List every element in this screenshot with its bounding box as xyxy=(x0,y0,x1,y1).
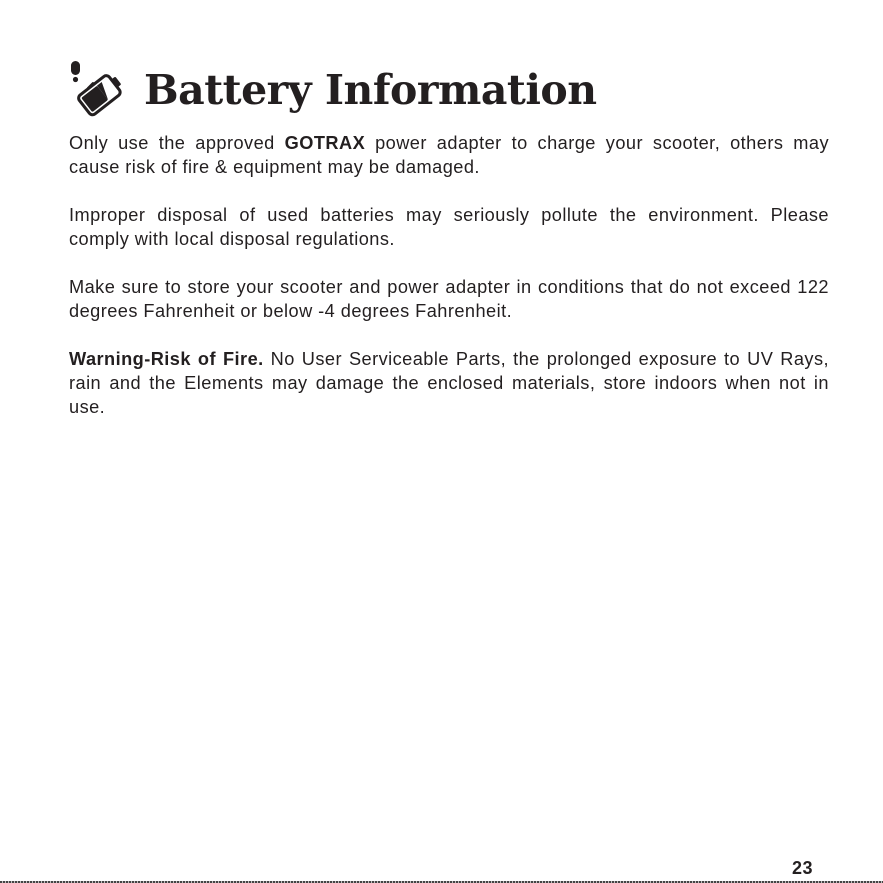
document-body xyxy=(69,131,829,443)
fire-warning-paragraph xyxy=(69,347,829,419)
battery-warning-icon xyxy=(66,58,130,122)
page-number: 23 xyxy=(791,858,813,878)
brand-name: GOTRAX xyxy=(284,133,366,153)
paragraph-text: No User Serviceable Parts, the prolonged exposure to UV Rays, rain and the Elements may damage the enclosed materials, store indoors when not in use. xyxy=(69,349,830,417)
disposal-paragraph xyxy=(69,203,829,251)
page-header xyxy=(66,58,597,122)
paragraph-text: Only use the approved xyxy=(69,133,285,153)
storage-paragraph xyxy=(69,275,829,323)
paragraph-text: power adapter to charge your scooter, others may cause risk of fire & equipment may be damaged. xyxy=(69,133,829,177)
page-title: Battery Information xyxy=(144,66,597,114)
charging-paragraph xyxy=(69,131,829,179)
paragraph-text: Make sure to store your scooter and power adapter in conditions that do not exceed 122 degrees Fahrenheit or below -4 degrees Fahrenheit. xyxy=(69,277,829,321)
paragraph-text: Improper disposal of used batteries may seriously pollute the environment. Please comply with local disposal regulations. xyxy=(69,205,829,249)
warning-heading: Warning-Risk of Fire. xyxy=(69,349,264,369)
